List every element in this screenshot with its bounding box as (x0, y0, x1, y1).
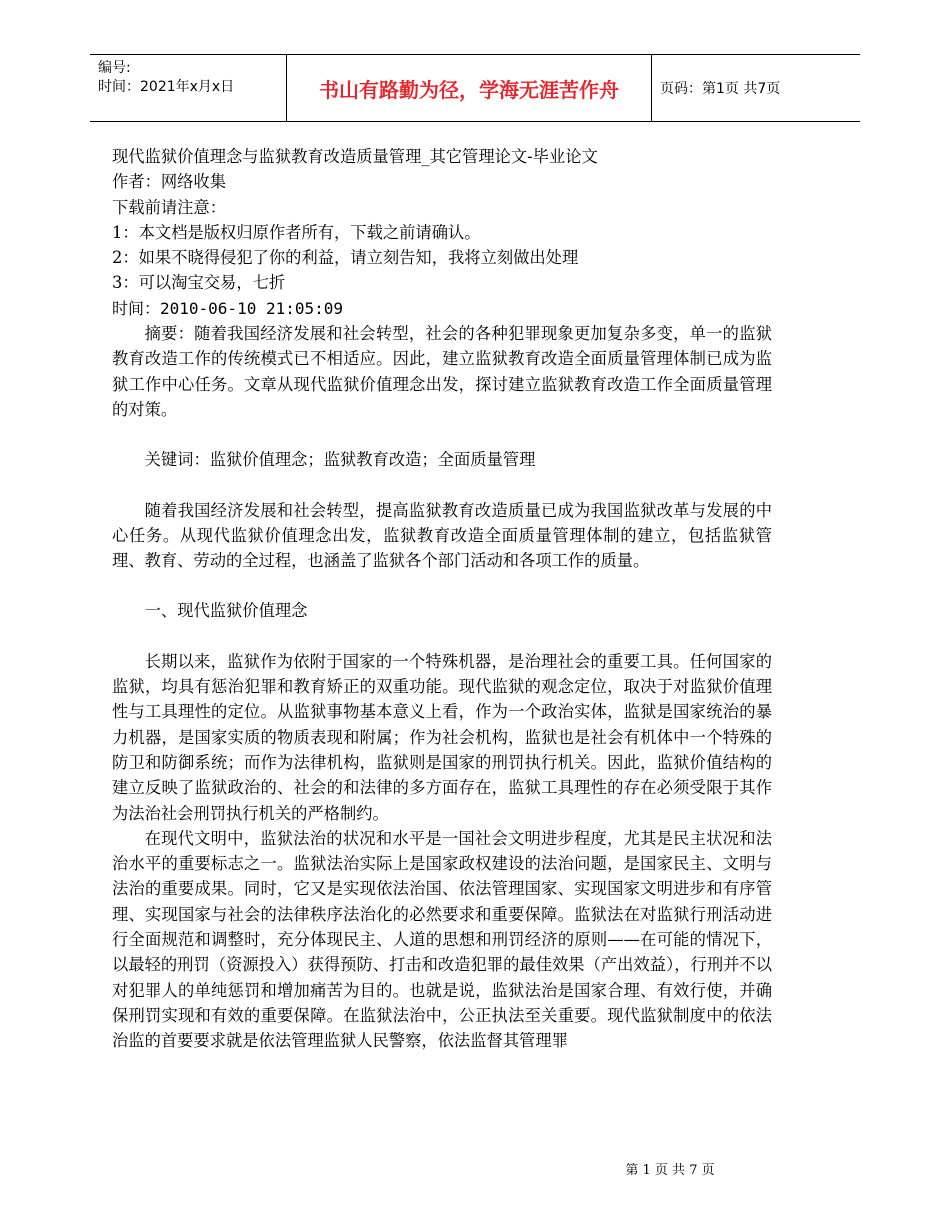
date-label: 时间：2021年x月x日 (98, 79, 235, 95)
keywords-paragraph: 关键词：监狱价值理念；监狱教育改造；全面质量管理 (144, 450, 536, 470)
header-motto: 书山有路勤为径，学海无涯苦作舟 (286, 55, 652, 121)
notice-heading: 下载前请注意： (112, 197, 226, 217)
abstract-paragraph: 摘要：随着我国经济发展和社会转型，社会的各种犯罪现象更加复杂多变，单一的监狱教育改造工作的传统模式已不相适应。因此，建立监狱教育改造全面质量管理体制已成为监狱工作中心任务。文章从现代监狱价值理念出发，探讨建立监狱教育改造工作全面质量管理的对策。 (112, 324, 772, 419)
number-label: 编号: (98, 60, 131, 76)
spacer (112, 422, 772, 447)
author-line: 作者：网络收集 (112, 172, 226, 192)
notice-line-1: 1：本文档是版权归原作者所有，下载之前请确认。 (112, 222, 481, 242)
section-heading-1: 一、现代监狱价值理念 (144, 601, 308, 621)
page-footer: 第 1 页 共 7 页 (625, 1163, 715, 1178)
body-paragraph-2: 在现代文明中，监狱法治的状况和水平是一国社会文明进步程度，尤其是民主状况和法治水平的重要标志之一。监狱法治实际上是国家政权建设的法治问题，是国家民主、文明与法治的重要成果。同时，它又是实现依法治国、依法管理国家、实现国家文明进步和有序管理、实现国家与社会的法律秩序法治化的必然要求和重要保障。监狱法在对监狱行刑活动进行全面规范和调整时，充分体现民主、人道的思想和刑罚经济的原则——在可能的情况下，以最轻的刑罚（资源投入）获得预防、打击和改造犯罪的最佳效果（产出效益），行刑并不以对犯罪人的单纯惩罚和增加痛苦为目的。也就是说，监狱法治是国家合理、有效行使，并确保刑罚实现和有效的重要保障。在监狱法治中，公正执法至关重要。现代监狱制度中的依法治监的首要要求就是依法管理监狱人民警察，依法监督其管理罪 (112, 828, 772, 1051)
spacer (112, 624, 772, 649)
document-title: 现代监狱价值理念与监狱教育改造质量管理_其它管理论文-毕业论文 (112, 147, 598, 166)
body-paragraph-1: 长期以来，监狱作为依附于国家的一个特殊机器，是治理社会的重要工具。任何国家的监狱，均具有惩治犯罪和教育矫正的双重功能。现代监狱的观念定位，取决于对监狱价值理性与工具理性的定位。从监狱事物基本意义上看，作为一个政治实体，监狱是国家统治的暴力机器，是国家实质的物质表现和附属；作为社会机构，监狱也是社会有机体中一个特殊的防卫和防御系统；而作为法律机构，监狱则是国家的刑罚执行机关。因此，监狱价值结构的建立反映了监狱政治的、社会的和法律的多方面存在，监狱工具理性的存在必须受限于其作为法治社会刑罚执行机关的严格制约。 (112, 651, 772, 823)
document-body (112, 144, 772, 1054)
header-page-label: 页码：第1页 共7页 (660, 81, 781, 97)
notice-line-3: 3：可以淘宝交易，七折 (112, 273, 286, 293)
spacer (112, 573, 772, 598)
intro-paragraph: 随着我国经济发展和社会转型，提高监狱教育改造质量已成为我国监狱改革与发展的中心任务。从现代监狱价值理念出发，监狱教育改造全面质量管理体制的建立，包括监狱管理、教育、劳动的全过程，也涵盖了监狱各个部门活动和各项工作的质量。 (112, 500, 772, 571)
notice-line-2: 2：如果不晓得侵犯了你的利益，请立刻告知，我将立刻做出处理 (112, 248, 579, 268)
document-header (90, 54, 860, 122)
time-line: 时间：2010-06-10 21:05:09 (112, 298, 344, 318)
header-info-cell (90, 55, 286, 121)
spacer (112, 473, 772, 498)
